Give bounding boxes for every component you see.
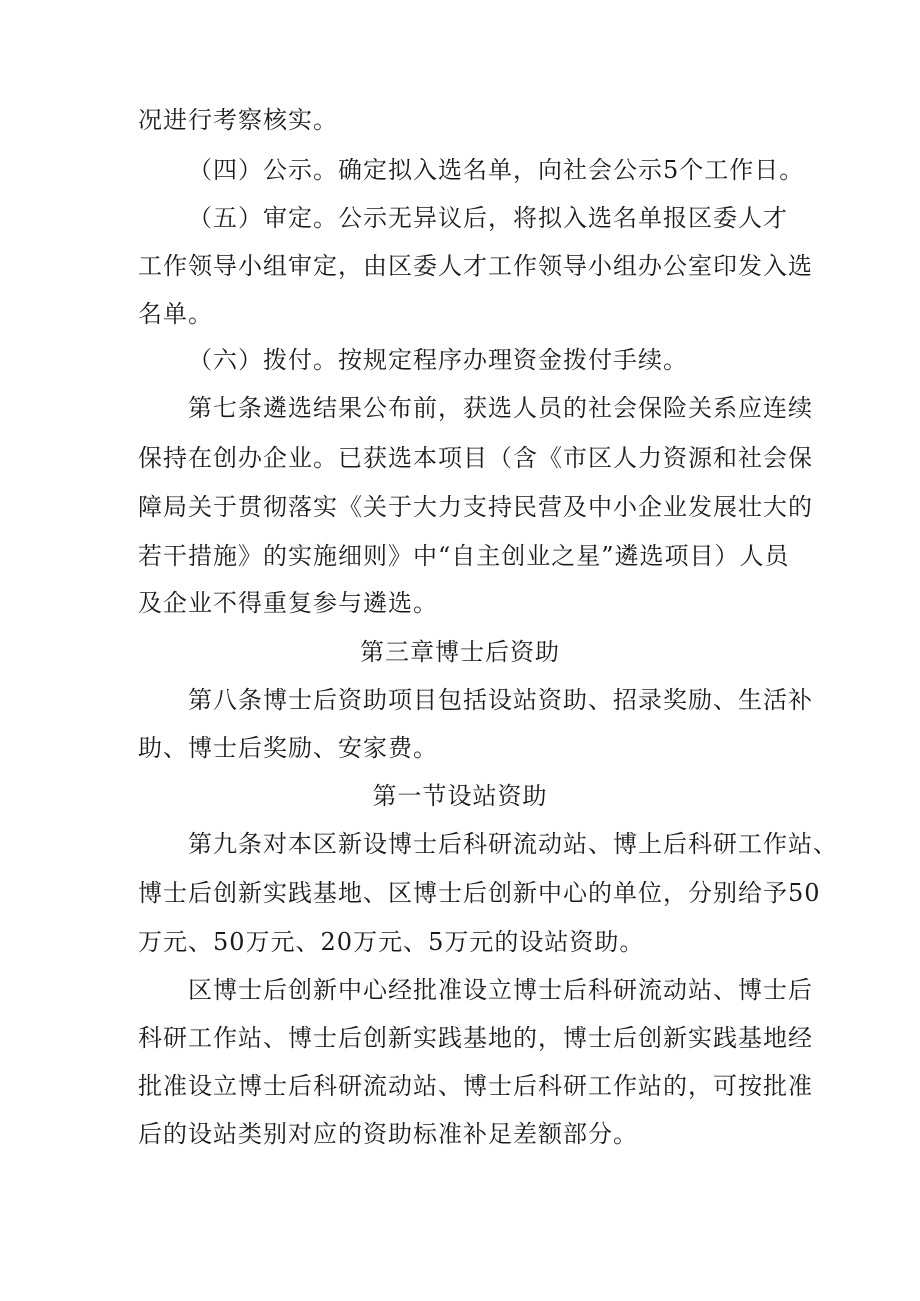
paragraph-line: 况进行考察核实。 — [138, 106, 338, 134]
paragraph-line: 保持在创办企业。已获选本项目（含《市区人力资源和社会保 — [138, 444, 813, 472]
paragraph-line: （五）审定。公示无异议后，将拟入选名单报区委人才 — [188, 204, 788, 232]
paragraph-line: 万元、50万元、20万元、5万元的设站资助。 — [138, 928, 645, 956]
paragraph-line: 第八条博士后资助项目包括设站资助、招录奖励、生活补 — [188, 686, 813, 714]
paragraph-line: 第九条对本区新设博士后科研流动站、博上后科研工作站、 — [188, 830, 838, 858]
paragraph-line: 名单。 — [138, 300, 213, 328]
paragraph-line: 科研工作站、博士后创新实践基地的，博士后创新实践基地经 — [138, 1024, 813, 1052]
paragraph-line: 工作领导小组审定，由区委人才工作领导小组办公室印发入选 — [138, 252, 813, 280]
paragraph-line: 博士后创新实践基地、区博士后创新中心的单位，分别给予50 — [138, 879, 821, 907]
paragraph-line: 及企业不得重复参与遴选。 — [138, 589, 438, 617]
paragraph-line: （四）公示。确定拟入选名单，向社会公示5个工作日。 — [188, 156, 805, 184]
paragraph-line: 批准设立博士后科研流动站、博士后科研工作站的，可按批准 — [138, 1072, 813, 1100]
paragraph-line: 若干措施》的实施细则》中“自主创业之星”遴选项目）人员 — [138, 542, 790, 570]
paragraph-line: 第七条遴选结果公布前，获选人员的社会保险关系应连续 — [188, 394, 813, 422]
paragraph-line: 后的设站类别对应的资助标准补足差额部分。 — [138, 1120, 638, 1148]
paragraph-line: 助、博士后奖励、安家费。 — [138, 734, 438, 762]
paragraph-line: 障局关于贯彻落实《关于大力支持民营及中小企业发展壮大的 — [138, 493, 813, 521]
paragraph-line: 区博士后创新中心经批准设立博士后科研流动站、博士后 — [188, 976, 813, 1004]
paragraph-line: （六）拨付。按规定程序办理资金拨付手续。 — [188, 346, 688, 374]
chapter-heading: 第三章博士后资助 — [360, 638, 560, 666]
section-heading: 第一节设站资助 — [372, 782, 548, 810]
